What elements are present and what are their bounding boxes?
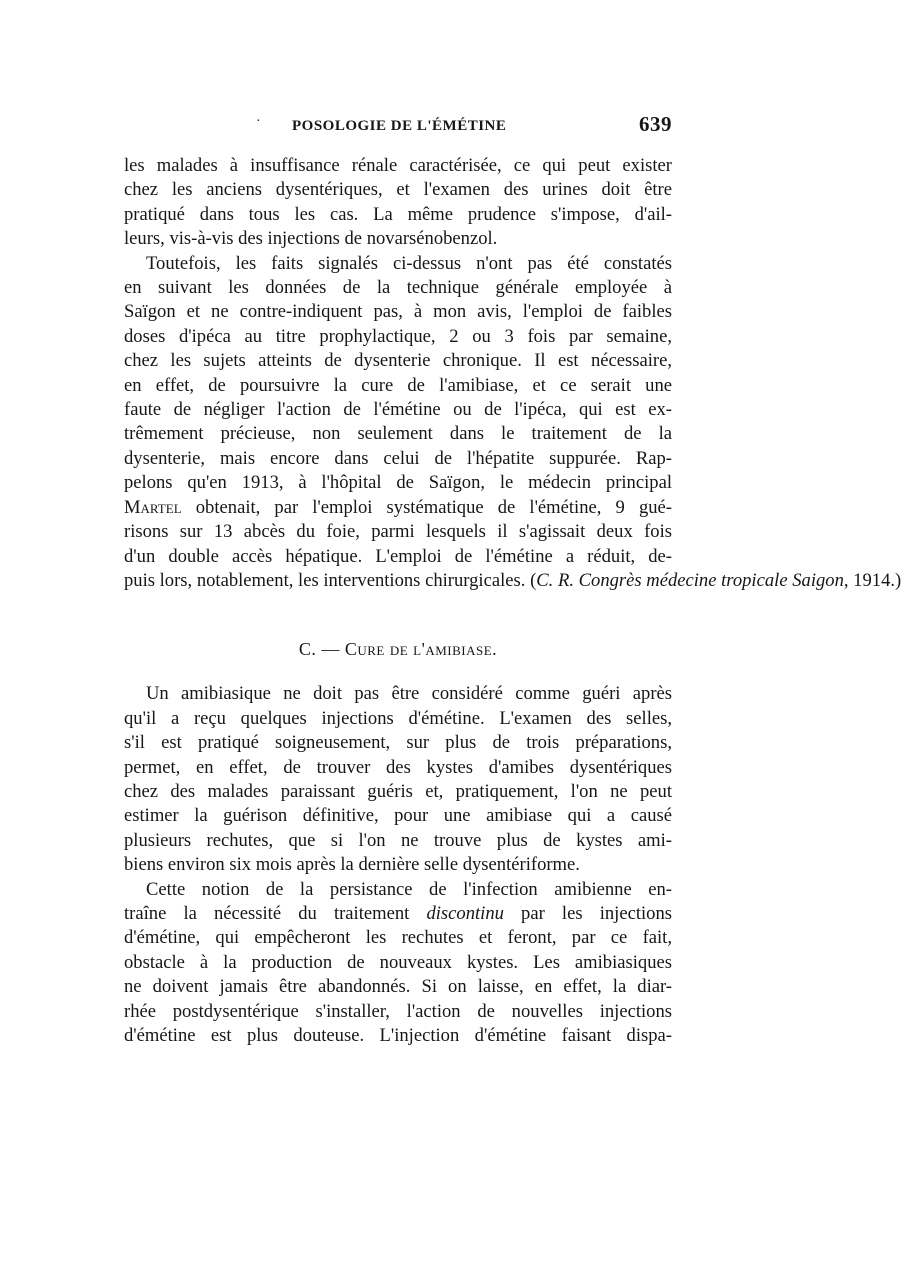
text-line: s'il est pratiqué soigneusement, sur plus de trois préparations,	[124, 732, 672, 754]
text-line: chez les sujets atteints de dysenterie chronique. Il est nécessaire,	[124, 350, 672, 372]
paragraph-1	[124, 154, 672, 252]
text-line: faute de négliger l'action de l'émétine ou de l'ipéca, qui est ex-	[124, 399, 672, 421]
text-line: dysenterie, mais encore dans celui de l'hépatite suppurée. Rap-	[124, 447, 672, 469]
section-title: Cure de l'amibiase.	[344, 639, 498, 660]
running-header	[124, 108, 672, 142]
paragraph-3	[124, 682, 672, 877]
text-fragment: par les injections	[503, 902, 672, 924]
text-line: risons sur 13 abcès du foie, parmi lesquels il s'agissait deux fois	[124, 521, 672, 543]
paragraph-4	[124, 878, 672, 1049]
header-mark: ·	[256, 114, 262, 129]
text-line: leurs, vis-à-vis des injections de novarsénobenzol.	[124, 228, 498, 250]
text-line: chez des malades paraissant guéris et, pratiquement, l'on ne peut	[124, 780, 672, 802]
text-line: rhée postdysentérique s'installer, l'action de nouvelles injections	[124, 1000, 672, 1022]
text-line: biens environ six mois après la dernière selle dysentériforme.	[124, 854, 580, 876]
text-line: pratiqué dans tous les cas. La même prudence s'impose, d'ail-	[124, 203, 672, 225]
text-fragment: traîne la nécessité du traitement	[124, 902, 427, 924]
page-number: 639	[639, 112, 672, 136]
text-line: en effet, de poursuivre la cure de l'amibiase, et ce serait une	[124, 374, 672, 396]
text-line: d'un double accès hépatique. L'emploi de l'émétine a réduit, de-	[124, 545, 672, 567]
text-line: Saïgon et ne contre-indiquent pas, à mon avis, l'emploi de faibles	[124, 301, 672, 323]
paragraph-2	[124, 252, 901, 594]
section-heading	[124, 639, 672, 660]
citation-year: , 1914.)	[843, 569, 901, 591]
text-line: Toutefois, les faits signalés ci-dessus n'ont pas été constatés	[146, 252, 672, 274]
text-line: permet, en effet, de trouver des kystes d'amibes dysentériques	[124, 756, 672, 778]
text-line: estimer la guérison définitive, pour une amibiase qui a causé	[124, 805, 672, 827]
text-line: plusieurs rechutes, que si l'on ne trouve plus de kystes ami-	[124, 829, 672, 851]
text-line: ne doivent jamais être abandonnés. Si on laisse, en effet, la diar-	[124, 976, 672, 998]
text-line: pelons qu'en 1913, à l'hôpital de Saïgon, le médecin principal	[124, 472, 672, 494]
text-fragment: obtenait, par l'emploi systématique de l'émétine, 9 gué-	[181, 496, 672, 518]
text-line	[124, 902, 672, 926]
text-line: qu'il a reçu quelques injections d'émétine. L'examen des selles,	[124, 707, 672, 729]
book-page	[124, 108, 901, 1048]
text-line: Cette notion de la persistance de l'infection amibienne en-	[146, 878, 672, 900]
text-line: chez les anciens dysentériques, et l'examen des urines doit être	[124, 179, 672, 201]
text-line: d'émétine est plus douteuse. L'injection d'émétine faisant dispa-	[124, 1025, 672, 1046]
citation-journal: C. R. Congrès médecine tropicale Saigon	[536, 569, 844, 591]
text-fragment: puis lors, notablement, les interventions chirurgicales.	[124, 569, 526, 591]
text-line: trêmement précieuse, non seulement dans le traitement de la	[124, 423, 672, 445]
author-name-martel: Martel	[124, 496, 182, 518]
citation-open: (	[530, 569, 537, 591]
text-line: les malades à insuffisance rénale caractérisée, ce qui peut exister	[124, 155, 672, 176]
text-line: Un amibiasique ne doit pas être considéré comme guéri après	[146, 683, 672, 705]
text-line: obstacle à la production de nouveaux kystes. Les amibiasiques	[124, 951, 672, 973]
text-line: en suivant les données de la technique générale employée à	[124, 277, 672, 299]
text-line	[124, 496, 672, 520]
section-label: C. —	[298, 639, 340, 660]
text-line: d'émétine, qui empêcheront les rechutes et feront, par ce fait,	[124, 927, 672, 949]
text-line	[124, 569, 901, 593]
text-line: doses d'ipéca au titre prophylactique, 2 ou 3 fois par semaine,	[124, 325, 672, 347]
emphasis-discontinu: discontinu	[426, 902, 504, 924]
header-title: POSOLOGIE DE L'ÉMÉTINE	[292, 118, 507, 134]
